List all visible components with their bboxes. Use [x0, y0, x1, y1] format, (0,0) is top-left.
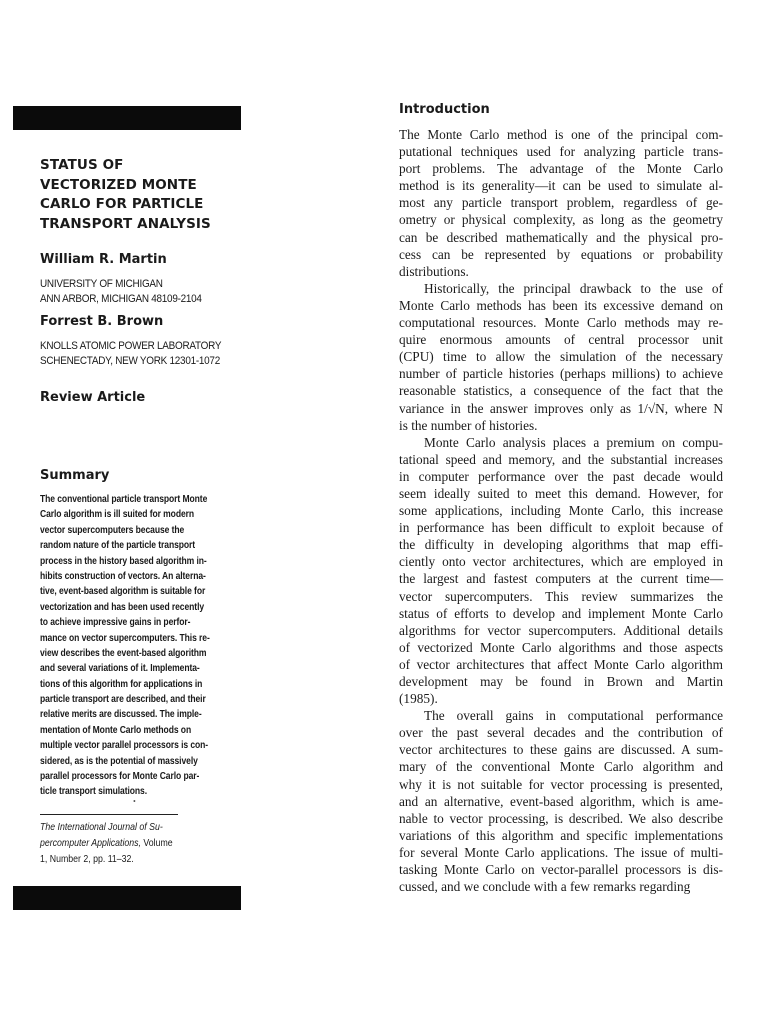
body-line: Monte Carlo analysis places a premium on compu- [424, 434, 723, 450]
summary-line: parallel processors for Monte Carlo par- [40, 771, 200, 783]
author-affiliation: SCHENECTADY, NEW YORK 12301-1072 [40, 355, 220, 367]
summary-line: hibits construction of vectors. An alterna- [40, 570, 206, 582]
summary-line: ticle transport simulations. [40, 786, 148, 798]
body-line: Monte Carlo methods has been its excessive demand on [399, 297, 723, 313]
summary-line: tions of this algorithm for applications in [40, 678, 203, 690]
body-paragraph [399, 126, 723, 280]
body-line: putational techniques used for analyzing particle trans- [399, 144, 723, 160]
footnote-rule [40, 814, 178, 815]
title-line: STATUS OF [40, 157, 124, 173]
summary-line: mance on vector supercomputers. This re- [40, 632, 210, 644]
body-line: development may be found in Brown and Martin [399, 674, 723, 689]
article-type: Review Article [40, 390, 146, 405]
author-affiliation: UNIVERSITY OF MICHIGAN [40, 278, 163, 290]
summary-line: to achieve impressive gains in perfor- [40, 617, 191, 629]
summary-line: view describes the event-based algorithm [40, 647, 207, 659]
body-line: variations of this algorithm and specific implementations [399, 827, 723, 843]
body-line: ciently onto vector architectures, which are employed in [399, 554, 723, 570]
title-line: TRANSPORT ANALYSIS [40, 215, 211, 232]
body-line: nable to vector processing, is described. We also describe [399, 810, 723, 826]
body-line: algorithms for vector supercomputers. Additional details [399, 622, 723, 638]
journal-line-text: Volume [140, 838, 173, 849]
body-line: cess can be represented by equations or probability [399, 246, 723, 262]
left-column [40, 156, 245, 865]
summary-heading: Summary [40, 468, 110, 483]
summary-line: and several variations of it. Implementa- [40, 663, 200, 675]
body-line: for several Monte Carlo applications. The issue of multi- [399, 844, 723, 860]
body-line: mary of the conventional Monte Carlo algorithm and [399, 759, 723, 775]
summary-line: tive, event-based algorithm is suitable for [40, 586, 206, 598]
article-title [40, 156, 245, 234]
body-line: and an alternative, event-based algorithm, which is ame- [399, 793, 723, 809]
author-name: William R. Martin [40, 252, 167, 267]
summary-line: The conventional particle transport Monte [40, 494, 208, 505]
summary-line: mentation of Monte Carlo methods on [40, 724, 192, 736]
body-paragraph [399, 280, 723, 434]
body-line: of vector architectures that affect Monte Carlo algorithm [399, 656, 723, 672]
body-line: reasonable statistics, a consequence of the fact that the [399, 383, 723, 399]
body-line: some applications, including Monte Carlo, this increase [399, 503, 723, 519]
body-line: can be described mathematically and the physical pro- [399, 229, 723, 245]
summary-line: vector supercomputers because the [40, 524, 185, 536]
summary-line: process in the history based algorithm in- [40, 555, 207, 567]
body-line: (1985). [399, 691, 438, 707]
body-line: vector architectures to these gains are discussed. A sum- [399, 742, 723, 758]
body-line: of vectorized Monte Carlo algorithms and those aspects [399, 639, 723, 655]
body-line: The Monte Carlo method is one of the principal com- [399, 127, 723, 142]
body-line: in performance has been difficult to exploit because of [399, 520, 723, 536]
right-column [399, 100, 723, 895]
body-line: The overall gains in computational performance [424, 708, 723, 724]
body-line: method is its generality—it can be used to simulate al- [399, 178, 723, 194]
body-line: port problems. The advantage of the Monte Carlo [399, 161, 723, 177]
journal-line: 1, Number 2, pp. 11–32. [40, 854, 134, 865]
journal-line-italic: The International Journal of Su- [40, 822, 163, 833]
summary-line: random nature of the particle transport [40, 540, 196, 552]
body-line: the largest and fastest computers at the current time— [399, 571, 723, 587]
summary-line: sidered, as is the potential of massively [40, 755, 198, 767]
body-line: status of efforts to develop and implement Monte Carlo [399, 605, 723, 621]
body-line: tasking Monte Carlo on vector-parallel processors is dis- [399, 862, 723, 878]
journal-line-italic: percomputer Applications, [40, 838, 141, 849]
body-line: quire enormous amounts of central processor unit [399, 332, 723, 348]
scan-speck: • [133, 797, 136, 806]
body-line: Historically, the principal drawback to the use of [424, 280, 723, 296]
body-paragraph [399, 707, 723, 895]
summary-line: particle transport are described, and their [40, 694, 206, 706]
body-line: tational speed and memory, and the substantial increases [399, 451, 723, 467]
body-line: variance in the answer improves only as 1/√N, where N [399, 400, 723, 416]
summary-line: multiple vector parallel processors is con- [40, 740, 209, 752]
body-line: seem ideally suited to meet this demand. However, for [399, 485, 723, 501]
body-line: why it is not suitable for vector processing is presented, [399, 776, 723, 792]
body-line: over the past several decades and the contribution of [399, 725, 723, 741]
summary-line: relative merits are discussed. The imple- [40, 709, 202, 721]
body-line: vector supercomputers. This review summarizes the [399, 588, 723, 604]
journal-line [40, 820, 173, 836]
body-line: is the number of histories. [399, 417, 538, 433]
title-line: CARLO FOR PARTICLE [40, 196, 204, 212]
body-line: ometry or physical complexity, as long as the geometry [399, 212, 723, 228]
body-line: in computer performance over the past decade would [399, 468, 723, 484]
body-line: number of particle histories (perhaps millions) to achieve [399, 366, 723, 382]
body-line: the difficulty in developing algorithms that map effi- [399, 537, 723, 553]
body-line: computational resources. Monte Carlo methods may re- [399, 315, 723, 331]
author-affiliation: ANN ARBOR, MICHIGAN 48109-2104 [40, 293, 202, 305]
summary-line: Carlo algorithm is ill suited for modern [40, 509, 195, 521]
header-black-bar [13, 106, 241, 130]
journal-line [40, 836, 173, 852]
body-text [399, 126, 723, 895]
author-name: Forrest B. Brown [40, 314, 164, 329]
journal-citation [40, 820, 194, 868]
summary-line: vectorization and has been used recently [40, 601, 205, 613]
body-line: cussed, and we conclude with a few remarks regarding [399, 879, 691, 895]
author-affiliation: KNOLLS ATOMIC POWER LABORATORY [40, 340, 222, 352]
body-paragraph [399, 434, 723, 708]
body-line: (CPU) time to allow the simulation of the necessary [399, 349, 723, 365]
body-line: most any particle transport problem, regardless of ge- [399, 195, 723, 211]
title-line: VECTORIZED MONTE [40, 176, 197, 193]
section-heading: Introduction [399, 102, 490, 117]
summary-text [40, 492, 270, 800]
footer-black-bar [13, 886, 241, 910]
body-line: distributions. [399, 263, 469, 279]
